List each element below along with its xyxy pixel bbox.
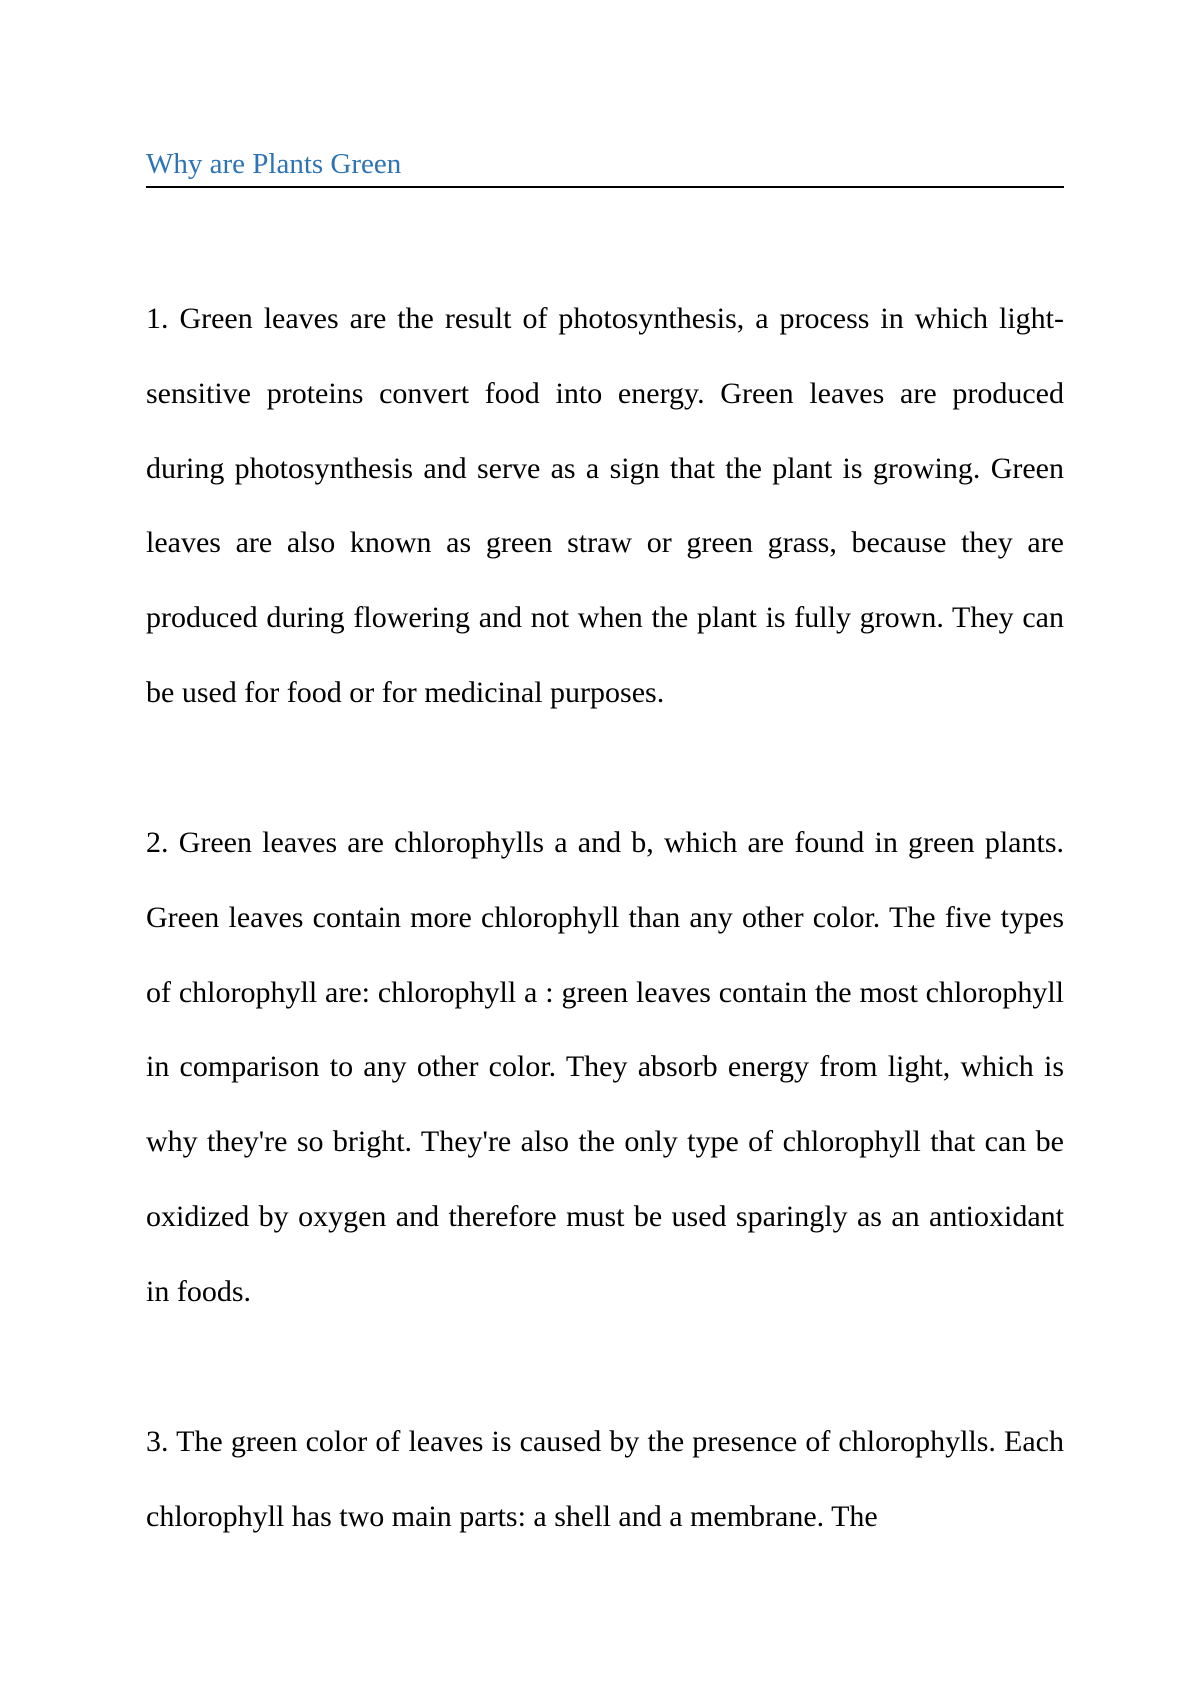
paragraph-1: 1. Green leaves are the result of photosynthesis, a process in which light-sensitive proteins convert food into energy. Green leaves are produced during photosynthesis and serve as a sign that the plant is growing. Green leaves are also known as green straw or green grass, because they are produced during flowering and not when the plant is fully grown. They can be used for food or for medicinal purposes. [146, 302, 1064, 709]
document-title: Why are Plants Green [146, 148, 402, 180]
paragraph-3: 3. The green color of leaves is caused by the presence of chlorophylls. Each chlorophyll has two main parts: a shell and a membrane. The [146, 1425, 1064, 1533]
title-block [146, 140, 1064, 188]
paragraph-2: 2. Green leaves are chlorophylls a and b, which are found in green plants. Green leaves contain more chlorophyll than any other color. The five types of chlorophyll are: chlorophyll a : green leaves contain the most chlorophyll in comparison to any other color. They absorb energy from light, which is why they're so bright. They're also the only type of chlorophyll that can be oxidized by oxygen and therefore must be used sparingly as an antioxidant in foods. [146, 826, 1064, 1308]
